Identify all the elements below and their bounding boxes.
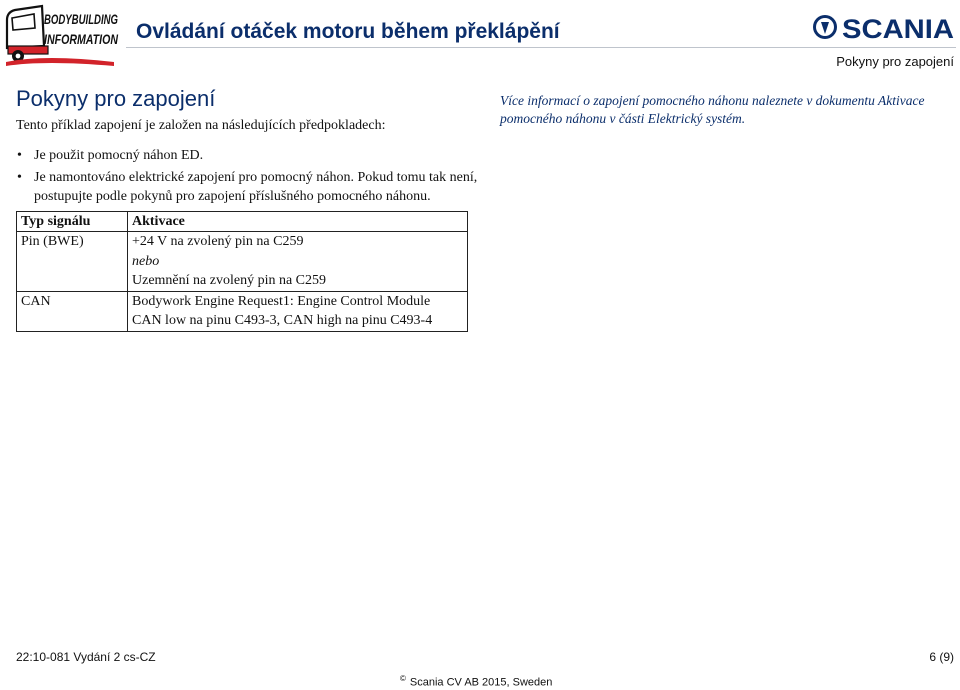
assumption-list: [16, 146, 486, 209]
section-label: Pokyny pro zapojení: [836, 54, 954, 69]
intro-text: Tento příklad zapojení je založen na následujících předpokladech:: [16, 118, 386, 133]
activation-cell: +24 V na zvolený pin na C259 nebo Uzemnění na zvolený pin na C259: [128, 232, 468, 292]
table-header-row: [17, 212, 468, 232]
bullet-icon: •: [17, 170, 22, 185]
document-id: 22:10-081 Vydání 2 cs-CZ: [16, 650, 156, 664]
copyright: © Scania CV AB 2015, Sweden: [400, 674, 553, 689]
column-header: Typ signálu: [17, 212, 128, 232]
activation-cell: Bodywork Engine Request1: Engine Control Module CAN low na pinu C493-3, CAN high na pinu C493-4: [128, 291, 468, 331]
header-divider: [126, 47, 956, 48]
logo-text-line1: BODYBUILDING: [44, 12, 119, 27]
table-row: [17, 291, 468, 331]
column-header: Aktivace: [128, 212, 468, 232]
bodybuilding-information-logo: [4, 2, 120, 68]
page-heading: Pokyny pro zapojení: [16, 86, 216, 111]
scania-griffin-icon: [813, 15, 837, 39]
signal-cell: Pin (BWE): [17, 232, 128, 292]
list-item: • Je namontováno elektrické zapojení pro pomocný náhon. Pokud tomu tak není, postupujte podle pokynů pro zapojení příslušného pomocného náhonu.: [17, 170, 478, 204]
side-note: Více informací o zapojení pomocného náhonu naleznete v dokumentu Aktivace pomocného náhonu v části Elektrický systém.: [500, 93, 925, 126]
signal-cell: CAN: [17, 291, 128, 331]
page-number: 6 (9): [929, 650, 954, 664]
scania-logo-text: SCANIA: [842, 14, 954, 44]
copyright-symbol: ©: [400, 674, 406, 683]
list-item: • Je použit pomocný náhon ED.: [17, 148, 204, 163]
table-row: [17, 232, 468, 292]
logo-text-line2: INFORMATION: [44, 31, 119, 47]
document-title: Ovládání otáček motoru během překlápění: [136, 20, 560, 43]
signal-table: [16, 211, 468, 332]
bullet-icon: •: [17, 148, 22, 163]
scania-logo: [812, 12, 956, 42]
